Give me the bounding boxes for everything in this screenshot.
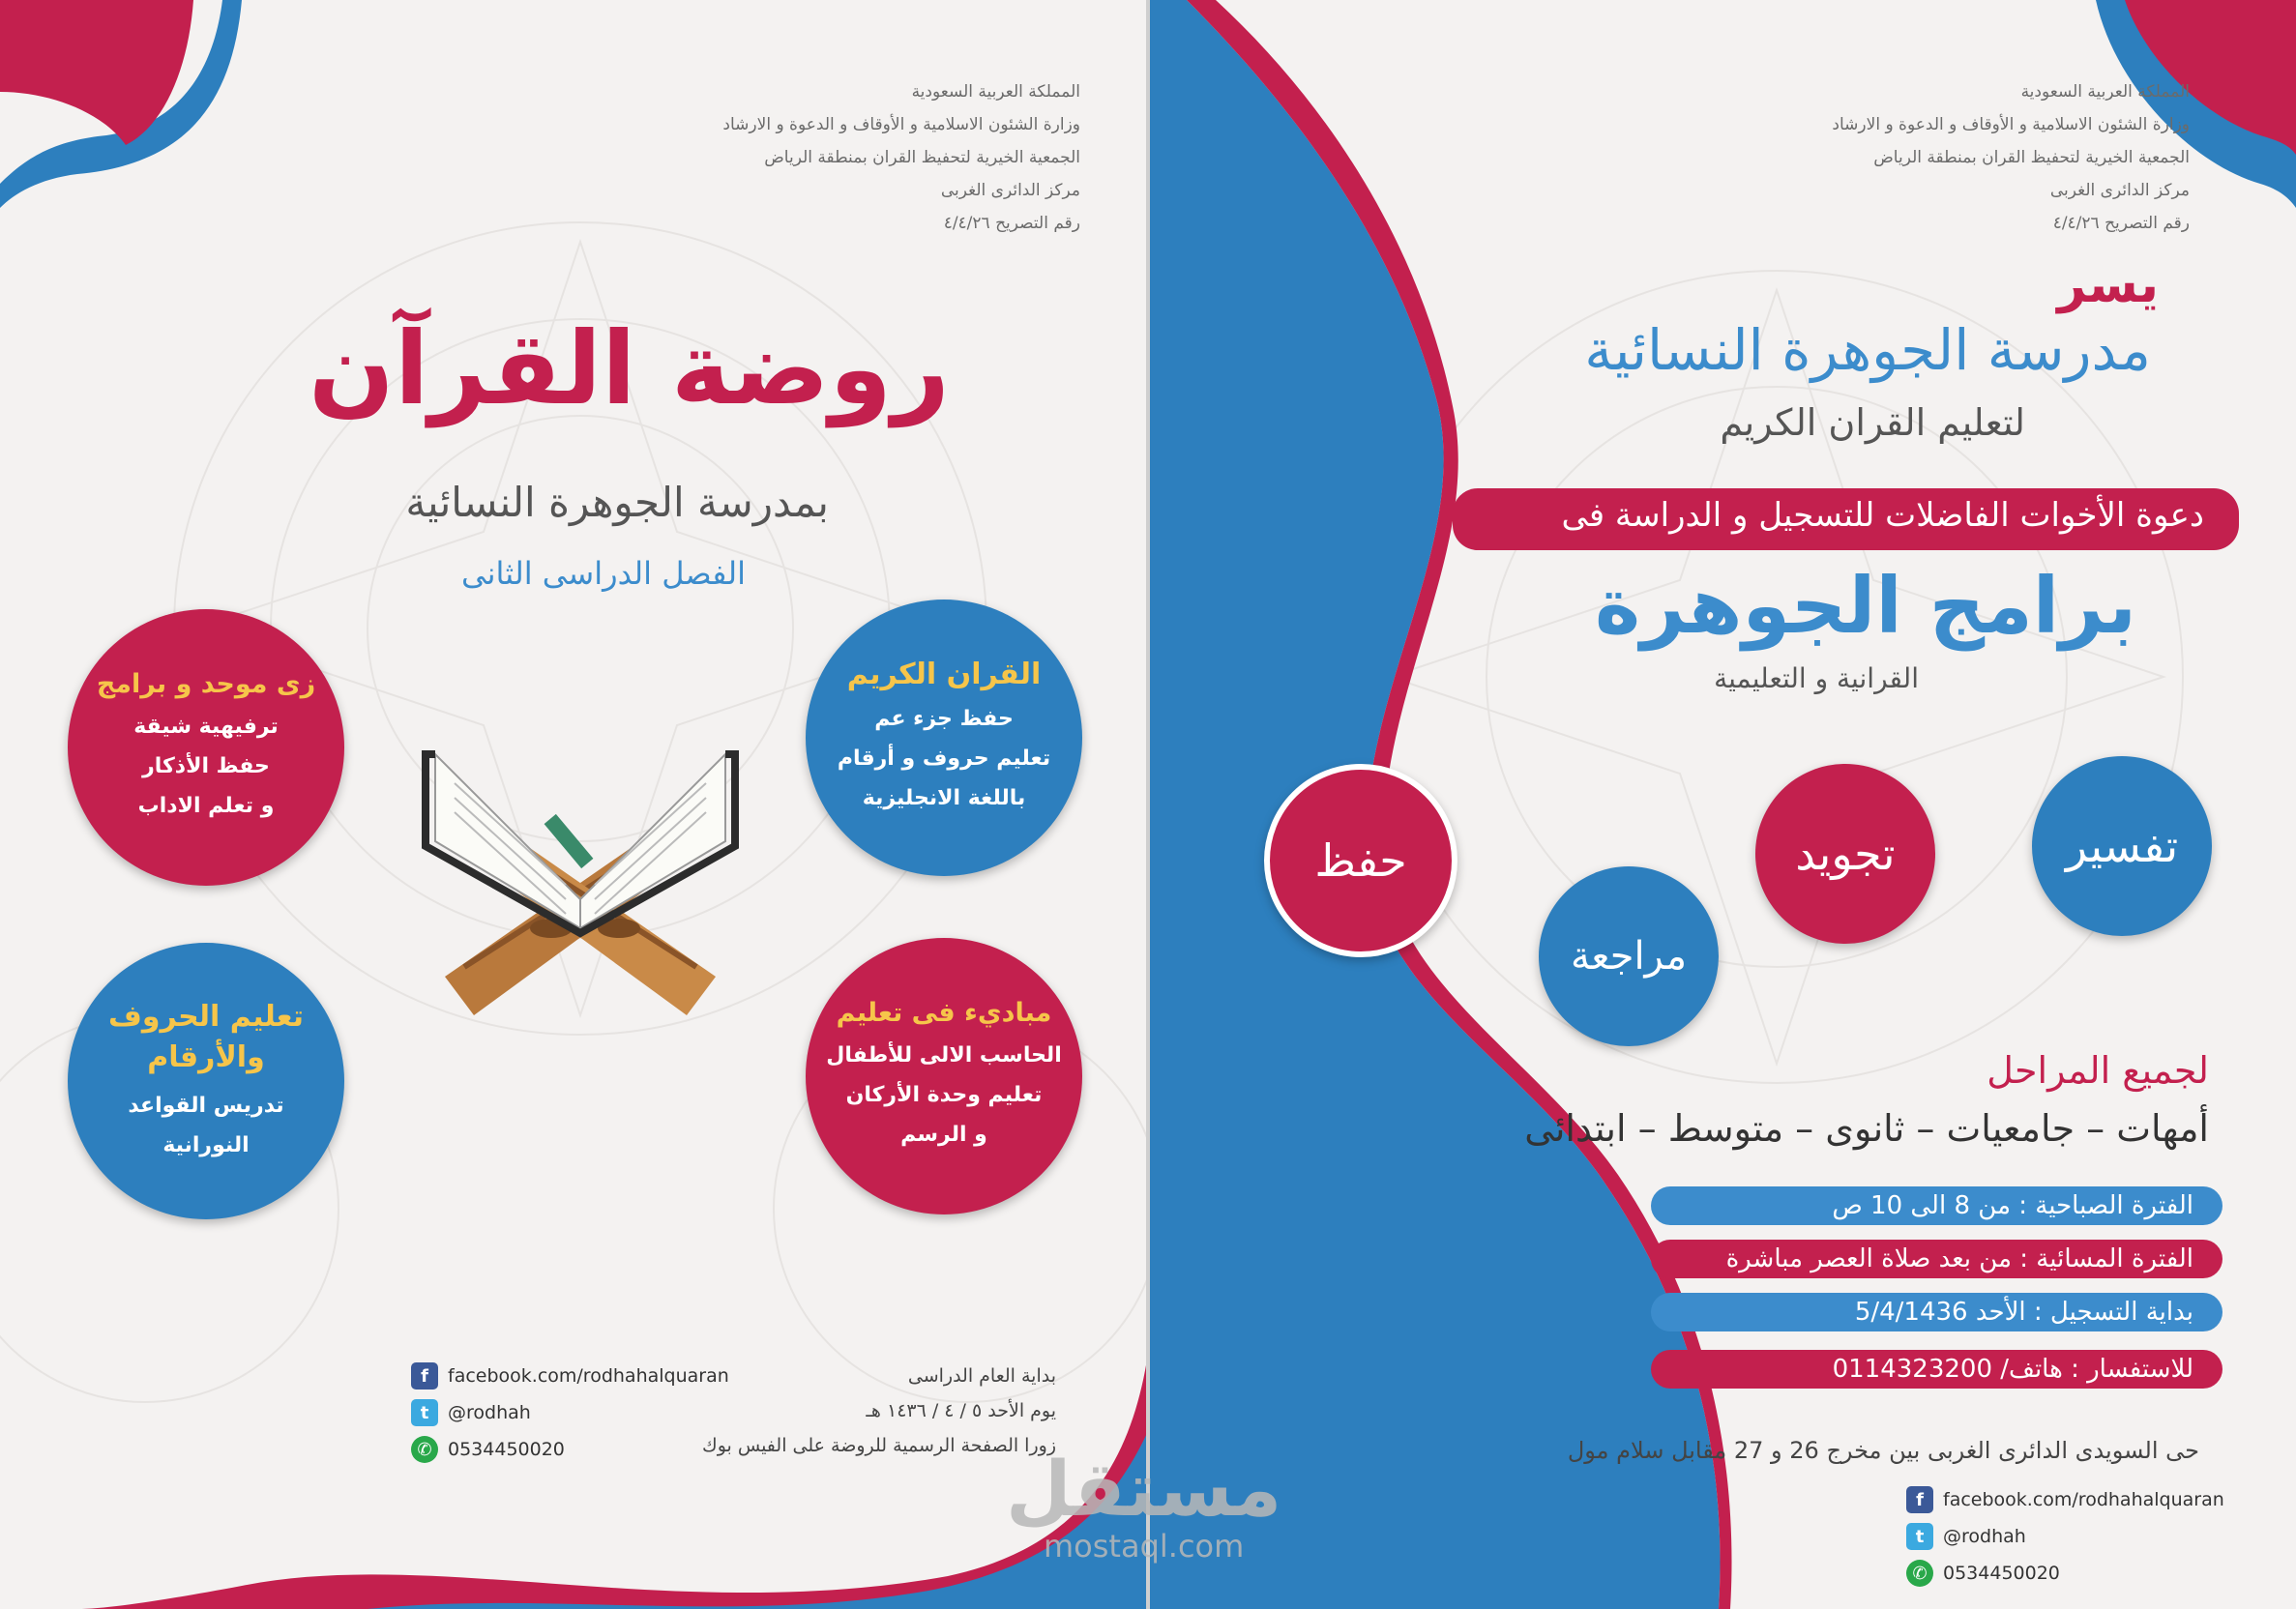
right-header <box>1832 75 2190 240</box>
circle-title: تعليم الحروف والأرقام <box>108 1000 304 1074</box>
header-line: الجمعية الخيرية لتحفيظ القران بمنطقة الرياض <box>1873 148 2190 167</box>
whatsapp-icon: ✆ <box>411 1436 438 1463</box>
left-header <box>722 75 1080 240</box>
watermark-arabic: مستقل <box>1006 1447 1282 1534</box>
circle-label: حفظ <box>1314 834 1407 887</box>
header-line: الجمعية الخيرية لتحفيظ القران بمنطقة الرياض <box>764 148 1080 167</box>
whatsapp-link[interactable] <box>1906 1559 2224 1588</box>
circle-label: تفسير <box>2065 820 2179 872</box>
circle-letters <box>68 943 344 1219</box>
header-line: رقم التصريح ٤/٤/٢٦ <box>2052 214 2190 233</box>
watermark <box>1006 1447 1282 1565</box>
circle-line: ترفيهية شيقة <box>133 715 279 739</box>
circle-line: تدريس القواعد <box>128 1094 284 1118</box>
right-social-links <box>1906 1485 2224 1588</box>
corner-decoration-top <box>0 0 251 251</box>
whatsapp-text: 0534450020 <box>448 1439 565 1460</box>
twitter-link[interactable] <box>411 1398 729 1427</box>
registration-start-pill: بداية التسجيل : الأحد 5/4/1436 <box>1651 1293 2222 1331</box>
stages-title: لجميع المراحل <box>1987 1049 2209 1092</box>
whatsapp-text: 0534450020 <box>1943 1563 2060 1584</box>
twitter-icon: t <box>411 1399 438 1426</box>
circle-computer <box>806 938 1082 1214</box>
left-social-links <box>411 1361 729 1464</box>
circle-muraja <box>1539 866 1719 1046</box>
header-line: المملكة العربية السعودية <box>2020 82 2190 102</box>
inquiry-phone-pill: للاستفسار : هاتف/ 0114323200 <box>1651 1350 2222 1389</box>
divider <box>1146 0 1150 1609</box>
invite-text: دعوة الأخوات الفاضلات للتسجيل و الدراسة فى <box>1561 496 2204 535</box>
header-line: مركز الدائرى الغربى <box>940 181 1080 200</box>
header-line: رقم التصريح ٤/٤/٢٦ <box>943 214 1080 233</box>
facebook-link[interactable] <box>1906 1485 2224 1514</box>
circle-title: القران الكريم <box>846 658 1042 691</box>
semester-label: الفصل الدراسى الثانى <box>460 555 746 592</box>
facebook-icon: f <box>1906 1486 1933 1513</box>
header-line: المملكة العربية السعودية <box>911 82 1080 102</box>
right-flyer <box>1148 0 2296 1609</box>
twitter-icon: t <box>1906 1523 1933 1550</box>
circle-label: تجويد <box>1795 828 1896 880</box>
footer-line: يوم الأحد ٥ / ٤ / ١٤٣٦ هـ <box>866 1400 1056 1421</box>
programs-subtitle: القرانية و التعليمية <box>1714 662 1919 694</box>
school-name: مدرسة الجوهرة النسائية <box>1584 317 2151 383</box>
quran-stand-image <box>377 725 783 1044</box>
circle-line: و تعلم الاداب <box>137 794 275 818</box>
twitter-link[interactable] <box>1906 1522 2224 1551</box>
header-line: وزارة الشئون الاسلامية و الأوقاف و الدعوة و الارشاد <box>722 115 1080 134</box>
teach-quran-label: لتعليم القران الكريم <box>1720 401 2025 444</box>
yassar-label: يسر <box>2057 256 2159 314</box>
circle-line: تعليم وحدة الأركان <box>845 1083 1043 1107</box>
circle-line: حفظ جزء عم <box>874 707 1014 731</box>
circle-hifz <box>1264 764 1457 957</box>
facebook-link[interactable] <box>411 1361 729 1390</box>
facebook-text: facebook.com/rodhahalquaran <box>448 1365 729 1387</box>
header-line: مركز الدائرى الغربى <box>2049 181 2190 200</box>
circle-tafseer <box>2032 756 2212 936</box>
circle-line: النورانية <box>162 1133 250 1157</box>
circle-tajweed <box>1755 764 1935 944</box>
circle-line: الحاسب الالى للأطفال <box>826 1043 1062 1068</box>
circle-line: و الرسم <box>900 1123 987 1147</box>
circle-quran <box>806 600 1082 876</box>
evening-period-pill: الفترة المسائية : من بعد صلاة العصر مباشرة <box>1651 1240 2222 1278</box>
watermark-latin: mostaql.com <box>1043 1528 1245 1565</box>
facebook-icon: f <box>411 1362 438 1390</box>
left-footer <box>702 1359 1056 1463</box>
header-line: وزارة الشئون الاسلامية و الأوقاف و الدعوة و الارشاد <box>1832 115 2190 134</box>
footer-line: بداية العام الدراسى <box>907 1365 1056 1387</box>
whatsapp-icon: ✆ <box>1906 1560 1933 1587</box>
circle-line: حفظ الأذكار <box>142 754 270 778</box>
morning-period-pill: الفترة الصباحية : من 8 الى 10 ص <box>1651 1186 2222 1225</box>
twitter-text: @rodhah <box>448 1402 531 1423</box>
circle-line: باللغة الانجليزية <box>862 786 1026 810</box>
flyer-title: روضة القرآن <box>309 309 950 427</box>
address-line: حى السويدى الدائرى الغربى بين مخرج 26 و 27 مقابل سلام مول <box>1567 1437 2199 1464</box>
circle-title: زى موحد و برامج <box>96 669 316 699</box>
circle-title: مباديء فى تعليم <box>836 998 1052 1028</box>
stages-list: أمهات – جامعيات – ثانوى – متوسط – ابتدائى <box>1524 1107 2209 1150</box>
flyer-subtitle: بمدرسة الجوهرة النسائية <box>405 479 829 526</box>
facebook-text: facebook.com/rodhahalquaran <box>1943 1489 2224 1510</box>
circle-uniform <box>68 609 344 886</box>
footer-line: زورا الصفحة الرسمية للروضة على الفيس بوك <box>702 1435 1056 1456</box>
circle-label: مراجعة <box>1570 934 1688 979</box>
circle-line: تعليم حروف و أرقام <box>837 746 1051 771</box>
programs-title: برامج الجوهرة <box>1595 561 2136 651</box>
whatsapp-link[interactable] <box>411 1435 729 1464</box>
twitter-text: @rodhah <box>1943 1526 2026 1547</box>
